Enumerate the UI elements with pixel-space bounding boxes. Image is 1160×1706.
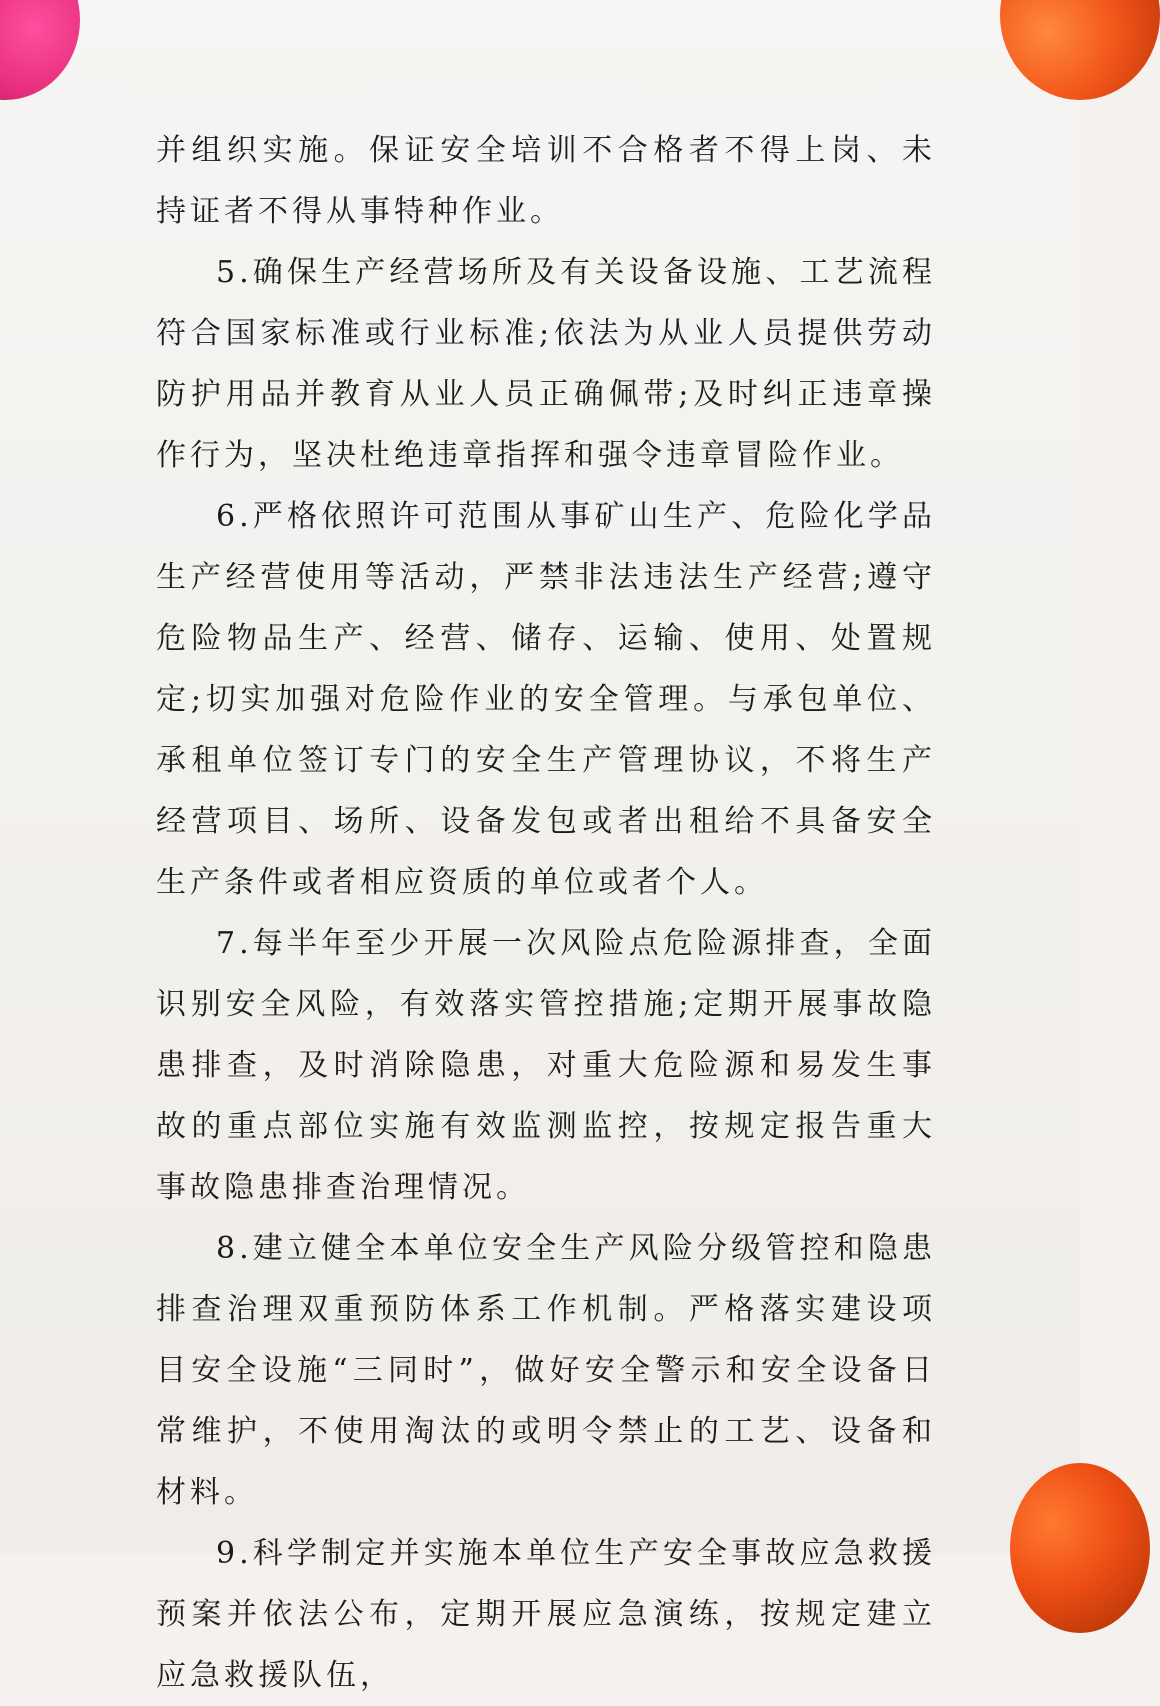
paragraph-item-7: 7.每半年至少开展一次风险点危险源排查，全面识别安全风险，有效落实管控措施;定期开展事故隐患排查，及时消除隐患，对重大危险源和易发生事故的重点部位实施有效监测监控，按规定报告重大事故隐患排查治理情况。: [156, 926, 936, 1205]
orange-ball-decoration-bottom: [1010, 1463, 1150, 1633]
paragraph-item-6: 6.严格依照许可范围从事矿山生产、危险化学品生产经营使用等活动，严禁非法违法生产经营;遵守危险物品生产、经营、储存、运输、使用、处置规定;切实加强对危险作业的安全管理。与承包单位、承租单位签订专门的安全生产管理协议，不将生产经营项目、场所、设备发包或者出租给不具备安全生产条件或者相应资质的单位或者个人。: [156, 499, 936, 900]
orange-ball-decoration-top: [1000, 0, 1160, 100]
document-body: [156, 120, 936, 1706]
paragraph-item-5: 5.确保生产经营场所及有关设备设施、工艺流程符合国家标准或行业标准;依法为从业人员提供劳动防护用品并教育从业人员正确佩带;及时纠正违章操作行为，坚决杜绝违章指挥和强令违章冒险作业。: [156, 255, 936, 473]
paragraph-item-8: 8.建立健全本单位安全生产风险分级管控和隐患排查治理双重预防体系工作机制。严格落实建设项目安全设施“三同时”，做好安全警示和安全设备日常维护，不使用淘汰的或明令禁止的工艺、设备和材料。: [156, 1231, 936, 1510]
paragraph-continued: 并组织实施。保证安全培训不合格者不得上岗、未持证者不得从事特种作业。: [156, 133, 936, 229]
paragraph-item-9: 9.科学制定并实施本单位生产安全事故应急救援预案并依法公布，定期开展应急演练，按规定建立应急救援队伍，: [156, 1536, 936, 1693]
pink-ball-decoration: [0, 0, 80, 100]
